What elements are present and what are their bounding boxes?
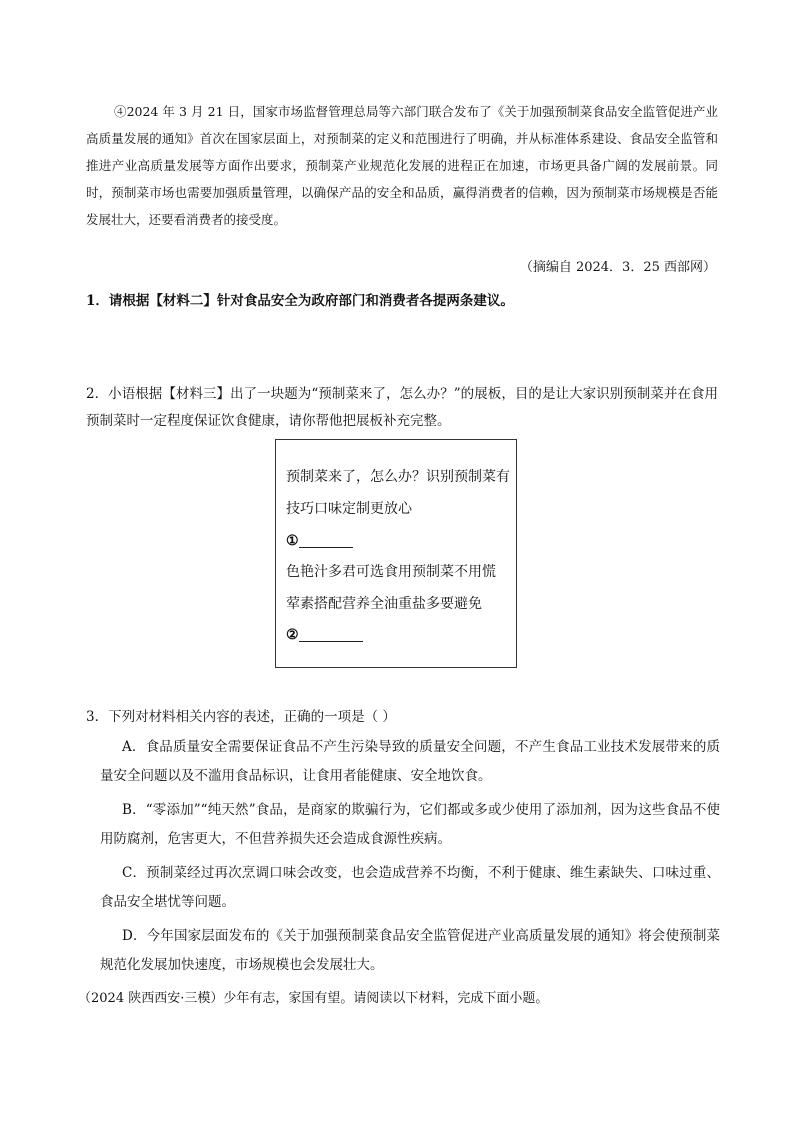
option-a[interactable]: A．食品质量安全需要保证食品不产生污染导致的质量安全问题，不产生食品工业技术发展带来的质量安全问题以及不滥用食品标识，让食用者能健康、安全地饮食。	[100, 739, 720, 784]
board-line-1: 预制菜来了，怎么办？识别预制菜有	[286, 469, 510, 485]
blank-1-underline	[299, 547, 353, 548]
board-blank-2[interactable]	[286, 625, 363, 645]
question-3-stem: 3．下列对材料相关内容的表述，正确的一项是（ ）	[86, 709, 396, 725]
option-c[interactable]: C．预制菜经过再次烹调口味会改变，也会造成营养不均衡，不利于健康、维生素缺失、口味过重、食品安全堪忧等问题。	[100, 865, 720, 910]
blank-2-number: ②	[286, 627, 299, 643]
blank-2-underline	[299, 641, 363, 642]
option-d[interactable]: D．今年国家层面发布的《关于加强预制菜食品安全监管促进产业高质量发展的通知》将会使预制菜规范化发展加快速度，市场规模也会发展壮大。	[100, 928, 720, 973]
question-2: 2．小语根据【材料三】出了一块题为“预制菜来了，怎么办？”的展板，目的是让大家识别预制菜并在食用预制菜时一定程度保证饮食健康，请你帮他把展板补充完整。	[86, 386, 718, 429]
material-source-citation: （摘编自 2024．3．25 西部网）	[519, 260, 716, 275]
board-line-3: 色艳汁多君可选食用预制菜不用慌	[286, 564, 496, 580]
next-section-intro: （2024 陕西西安·三模）少年有志，家国有望。请阅读以下材料，完成下面小题。	[78, 991, 549, 1006]
board-line-2: 技巧口味定制更放心	[286, 501, 412, 517]
display-board	[275, 439, 517, 668]
board-blank-1[interactable]	[286, 531, 353, 551]
blank-1-number: ①	[286, 533, 299, 549]
option-b[interactable]: B．“零添加”“纯天然”食品，是商家的欺骗行为，它们都或多或少使用了添加剂，因为这些食品不使用防腐剂，危害更大，不但营养损失还会造成食源性疾病。	[100, 802, 720, 847]
board-line-4: 荤素搭配营养全油重盐多要避免	[286, 596, 482, 612]
material-four-paragraph: ④2024 年 3 月 21 日，国家市场监督管理总局等六部门联合发布了《关于加强预制菜食品安全监管促进产业高质量发展的通知》首次在国家层面上，对预制菜的定义和范围进行了明确，并从标准体系建设、食品安全监管和推进产业高质量发展等方面作出要求，预制菜产业规范化发展的进程正在加速，市场更具备广阔的发展前景。同时，预制菜市场也需要加强质量管理，以确保产品的安全和品质，赢得消费者的信赖，因为预制菜市场规模是否能发展壮大，还要看消费者的接受度。	[86, 104, 718, 227]
question-1: 1．请根据【材料二】针对食品安全为政府部门和消费者各提两条建议。	[86, 293, 514, 309]
